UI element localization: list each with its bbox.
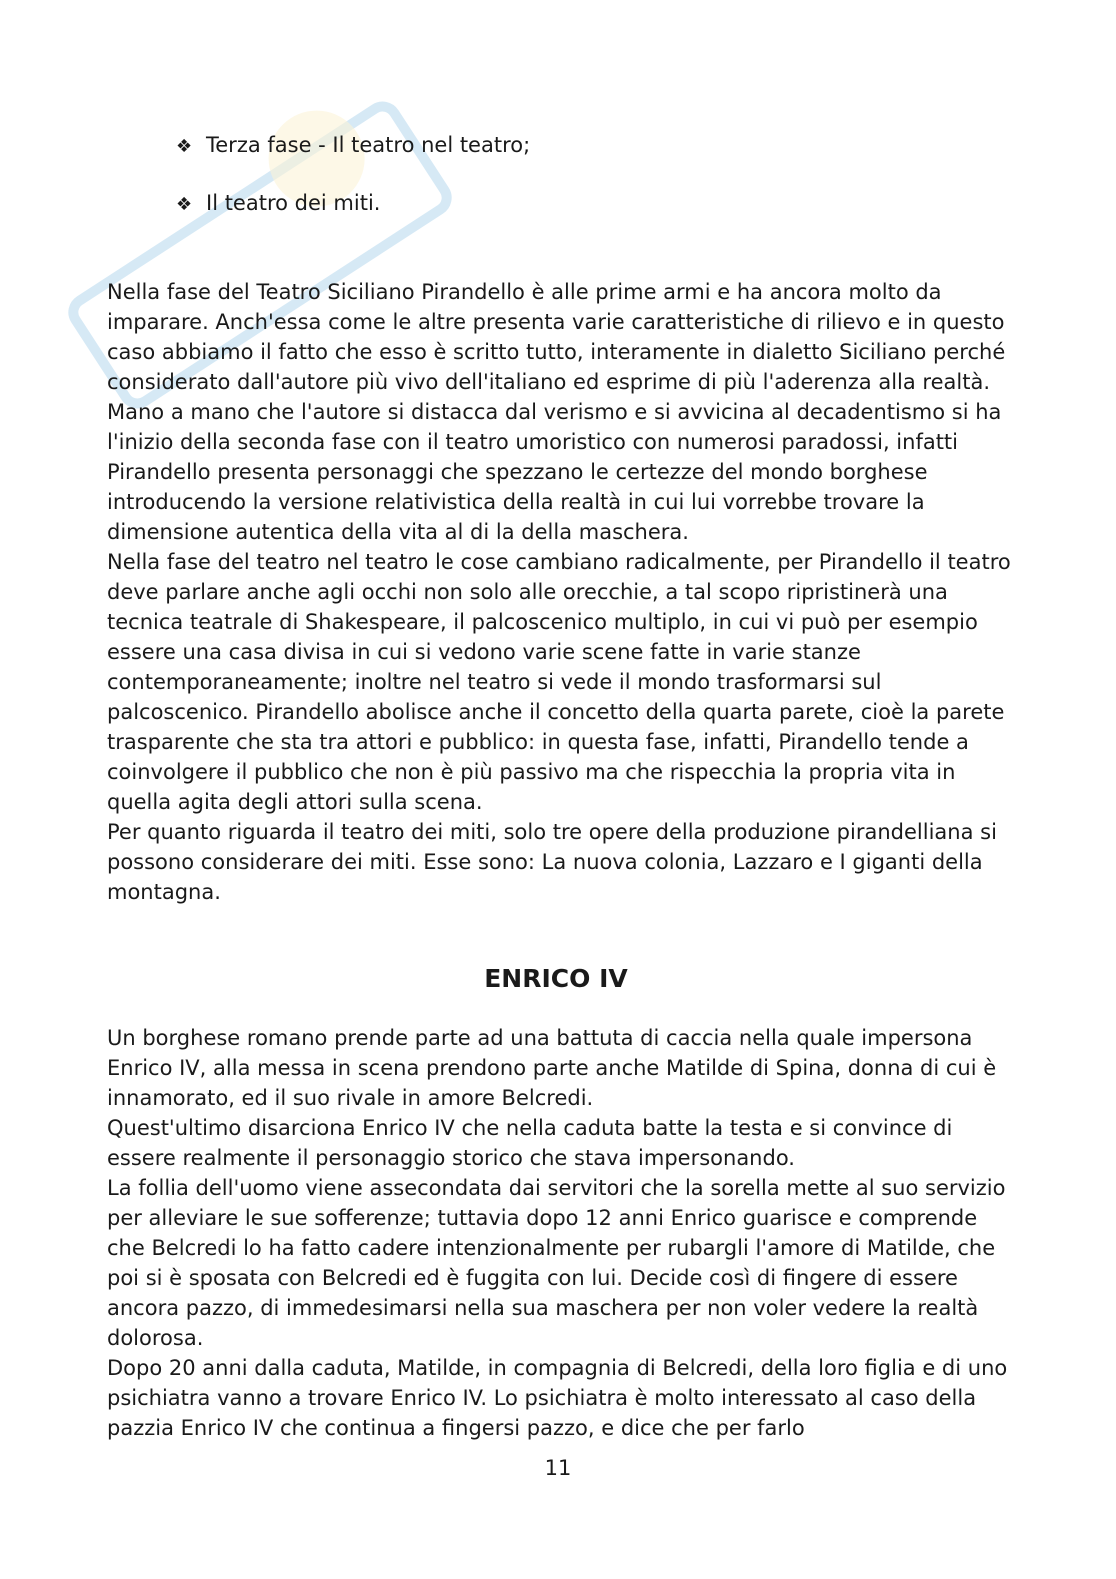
list-item	[176, 186, 530, 220]
section-heading	[0, 961, 1116, 997]
paragraph: Dopo 20 anni dalla caduta, Matilde, in compagnia di Belcredi, della loro figlia e di uno psichiatra vanno a trovare Enrico IV. Lo psichiatra è molto interessato al caso della pazzia Enrico IV che continua a fingersi pazzo, e dice che per farlo	[107, 1356, 1008, 1440]
page-number: 11	[544, 1456, 572, 1480]
list-item	[176, 128, 530, 162]
diamond-bullet-icon: ❖	[176, 194, 193, 215]
paragraph: Un borghese romano prende parte ad una battuta di caccia nella quale impersona Enrico IV, alla messa in scena prendono parte anche Matilde di Spina, donna di cui è innamorato, ed il suo rivale in amore Belcredi.	[107, 1026, 997, 1110]
list-item-text: Il teatro dei miti.	[206, 191, 381, 215]
bullet-list	[176, 128, 530, 244]
diamond-bullet-icon: ❖	[176, 136, 193, 157]
section-heading-text: ENRICO IV	[484, 964, 628, 993]
body-text-section-1	[107, 277, 1012, 907]
paragraph: La follia dell'uomo viene assecondata dai servitori che la sorella mette al suo servizio per alleviare le sue sofferenze; tuttavia dopo 12 anni Enrico guarisce e comprende che Belcredi lo ha fatto cadere intenzionalmente per rubargli l'amore di Matilde, che poi si è sposata con Belcredi ed è fuggita con lui. Decide così di fingere di essere ancora pazzo, di immedesimarsi nella sua maschera per non voler vedere la realtà dolorosa.	[107, 1176, 1006, 1350]
paragraph: Nella fase del teatro nel teatro le cose cambiano radicalmente, per Pirandello il teatro deve parlare anche agli occhi non solo alle orecchie, a tal scopo ripristinerà una tecnica teatrale di Shakespeare, il palcoscenico multiplo, in cui vi può per esempio essere una casa divisa in cui si vedono varie scene fatte in varie stanze contemporaneamente; inoltre nel teatro si vede il mondo trasformarsi sul palcoscenico. Pirandello abolisce anche il concetto della quarta parete, cioè la parete trasparente che sta tra attori e pubblico: in questa fase, infatti, Pirandello tende a coinvolgere il pubblico che non è più passivo ma che rispecchia la propria vita in quella agita degli attori sulla scena.	[107, 550, 1011, 814]
paragraph: Per quanto riguarda il teatro dei miti, solo tre opere della produzione pirandelliana si possono considerare dei miti. Esse sono: La nuova colonia, Lazzaro e I giganti della montagna.	[107, 820, 997, 904]
paragraph: Nella fase del Teatro Siciliano Pirandello è alle prime armi e ha ancora molto da imparare. Anch'essa come le altre presenta varie caratteristiche di rilievo e in questo caso abbiamo il fatto che esso è scritto tutto, interamente in dialetto Siciliano perché considerato dall'autore più vivo dell'italiano ed esprime di più l'aderenza alla realtà.	[107, 280, 1006, 394]
body-text-section-2	[107, 1023, 1012, 1443]
paragraph: Mano a mano che l'autore si distacca dal verismo e si avvicina al decadentismo si ha l'inizio della seconda fase con il teatro umoristico con numerosi paradossi, infatti Pirandello presenta personaggi che spezzano le certezze del mondo borghese introducendo la versione relativistica della realtà in cui lui vorrebbe trovare la dimensione autentica della vita al di la della maschera.	[107, 400, 1002, 544]
paragraph: Quest'ultimo disarciona Enrico IV che nella caduta batte la testa e si convince di essere realmente il personaggio storico che stava impersonando.	[107, 1116, 953, 1170]
list-item-text: Terza fase - Il teatro nel teatro;	[206, 133, 531, 157]
